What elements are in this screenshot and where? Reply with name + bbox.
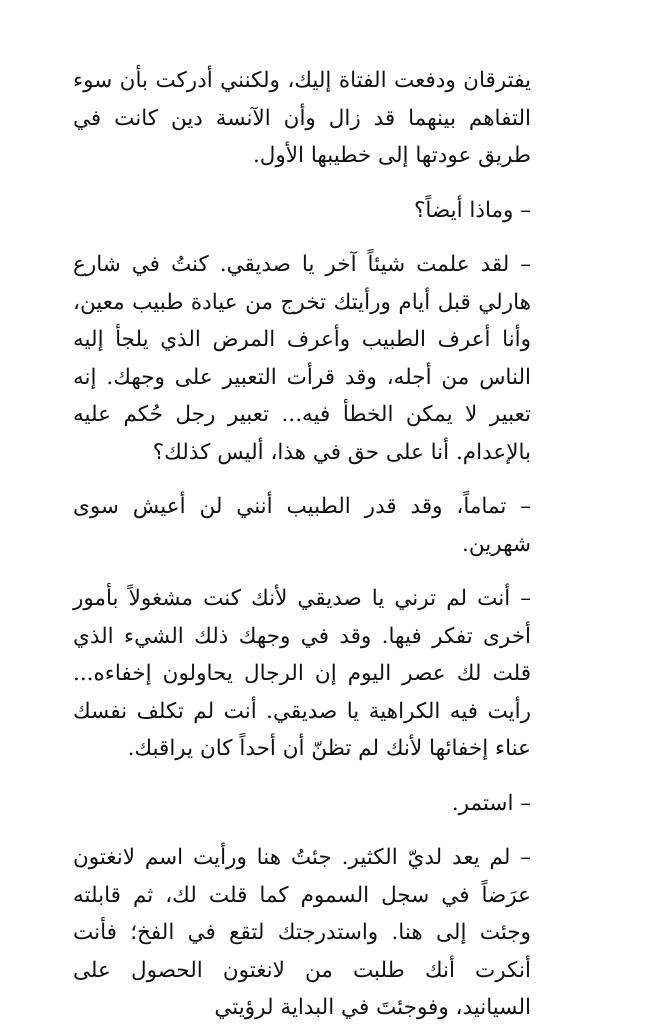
paragraph-2: – وماذا أيضاً؟	[414, 197, 531, 223]
paragraph-3: – لقد علمت شيئاً آخر يا صديقي. كنتُ في شارع هارلي قبل أيام ورأيتك تخرج من عيادة طبيب معين، وأنا أعرف الطبيب وأعرف المرض الذي يلجأ إليه الناس من أجله، وقد قرأت التعبير على وجهك. إنه تعبير لا يمكن الخطأ فيه... تعبير رجل حُكم عليه بالإعدام. أنا على حق في هذا، أليس كذلك؟	[73, 252, 531, 465]
paragraph-6: – استمر.	[451, 790, 531, 816]
paragraph-4: – تماماً، وقد قدر الطبيب أنني لن أعيش سوى شهرين.	[73, 494, 531, 557]
paragraph-5: – أنت لم ترني يا صديقي لأنك كنت مشغولاً بأمور أخرى تفكر فيها. وقد في وجهك ذلك الشيء الذي قلت لك عصر اليوم إن الرجال يحاولون إخفاءه... رأيت فيه الكراهية يا صديقي. أنت لم تكلف نفسك عناء إخفائها لأنك لم تظنّ أن أحداً كان يراقبك.	[73, 586, 531, 761]
paragraph-7: – لم يعد لديّ الكثير. جئتُ هنا ورأيت اسم لانغتون عرَضاً في سجل السموم كما قلت لك، ثم قابلته وجئت إلى هنا. واستدرجتك لتقع في الفخ؛ فأنت أنكرت أنك طلبت من لانغتون الحصول على السيانيد، وفوجئتَ في البداية لرؤيتي	[73, 845, 531, 1020]
paragraph-1: يفترقان ودفعت الفتاة إليك، ولكنني أدركت بأن سوء التفاهم بينهما قد زال وأن الآنسة دين كانت في طريق عودتها إلى خطيبها الأول.	[73, 68, 531, 168]
book-page	[73, 62, 531, 1027]
